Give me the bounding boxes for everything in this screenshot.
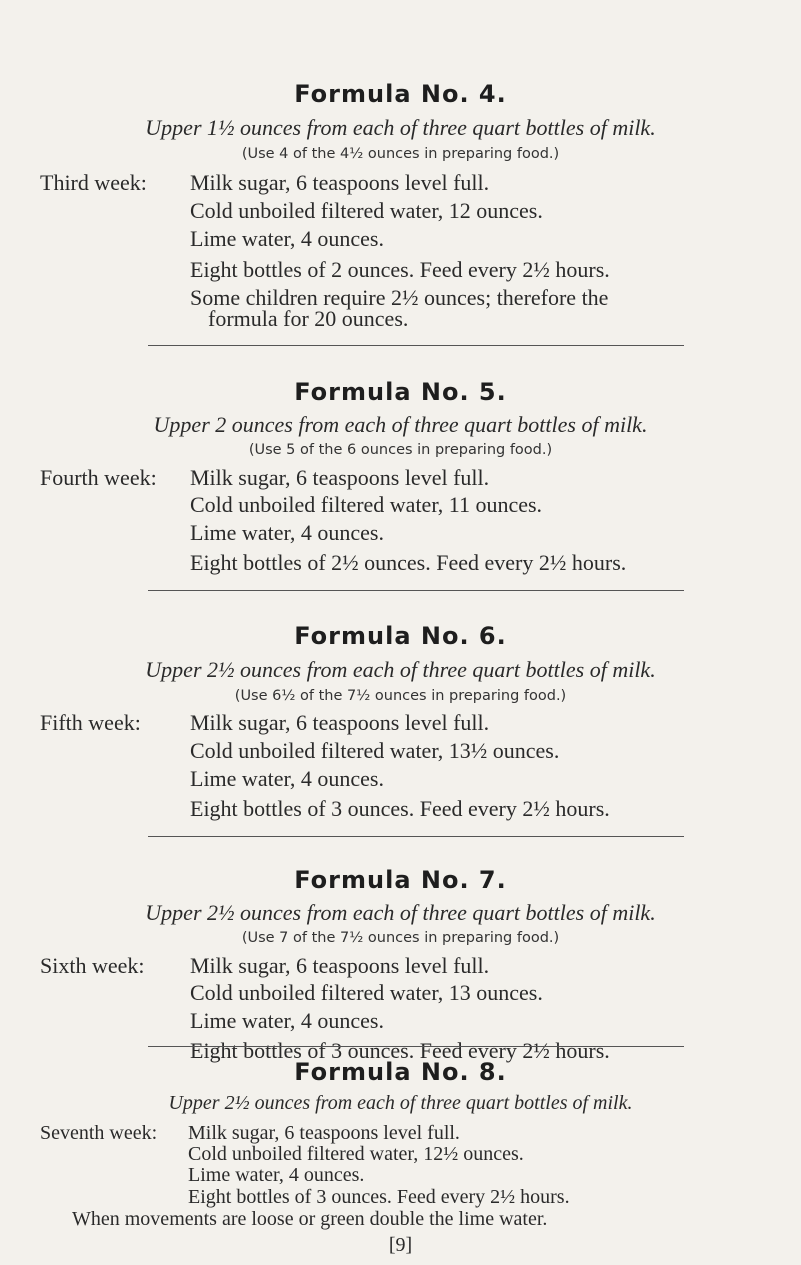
formula-8-title: Formula No. 8. xyxy=(294,1058,507,1086)
formula-8-upper: Upper 2½ ounces from each of three quart bottles of milk. xyxy=(168,1092,633,1114)
divider-rule xyxy=(148,590,684,591)
formula-7-upper: Upper 2½ ounces from each of three quart bottles of milk. xyxy=(145,900,656,925)
formula-7-title: Formula No. 7. xyxy=(294,866,507,894)
formula-4-line-6: formula for 20 ounces. xyxy=(208,306,409,331)
formula-4-line-3: Lime water, 4 ounces. xyxy=(190,226,384,251)
formula-6-week: Fifth week: xyxy=(40,710,141,735)
formula-4-line-2: Cold unboiled filtered water, 12 ounces. xyxy=(190,198,543,223)
formula-5-line-3: Lime water, 4 ounces. xyxy=(190,520,384,545)
page-number: [9] xyxy=(388,1234,413,1256)
formula-5-line-1: Milk sugar, 6 teaspoons level full. xyxy=(190,465,490,490)
divider-rule xyxy=(148,1046,684,1047)
formula-4-use-note: (Use 4 of the 4½ ounces in preparing food.) xyxy=(241,146,560,162)
formula-6-line-2: Cold unboiled filtered water, 13½ ounces. xyxy=(190,738,560,763)
formula-4-upper: Upper 1½ ounces from each of three quart bottles of milk. xyxy=(145,115,656,140)
divider-rule xyxy=(148,345,684,346)
formula-4-line-4: Eight bottles of 2 ounces. Feed every 2½ hours. xyxy=(190,257,610,282)
divider-rule xyxy=(148,836,684,837)
formula-6-title: Formula No. 6. xyxy=(294,622,507,650)
formula-8-week: Seventh week: xyxy=(40,1122,158,1144)
formula-6-line-4: Eight bottles of 3 ounces. Feed every 2½ hours. xyxy=(190,796,610,821)
formula-7-use-note: (Use 7 of the 7½ ounces in preparing food.) xyxy=(241,930,560,946)
formula-7-line-3: Lime water, 4 ounces. xyxy=(190,1008,384,1033)
formula-7-line-1: Milk sugar, 6 teaspoons level full. xyxy=(190,953,490,978)
formula-5-line-4: Eight bottles of 2½ ounces. Feed every 2½ hours. xyxy=(190,550,627,575)
formula-5-upper: Upper 2 ounces from each of three quart bottles of milk. xyxy=(153,412,648,437)
formula-7-week: Sixth week: xyxy=(40,953,145,978)
formula-5-week: Fourth week: xyxy=(40,465,157,490)
formula-4-line-1: Milk sugar, 6 teaspoons level full. xyxy=(190,170,490,195)
formula-5-title: Formula No. 5. xyxy=(294,378,507,406)
formula-4-line-5: Some children require 2½ ounces; therefore the xyxy=(190,285,609,310)
formula-6-line-1: Milk sugar, 6 teaspoons level full. xyxy=(190,710,490,735)
formula-8-line-1: Milk sugar, 6 teaspoons level full. xyxy=(188,1122,460,1144)
formula-6-line-3: Lime water, 4 ounces. xyxy=(190,766,384,791)
formula-8-line-4: Eight bottles of 3 ounces. Feed every 2½ hours. xyxy=(188,1186,570,1208)
formula-5-use-note: (Use 5 of the 6 ounces in preparing food.) xyxy=(248,442,553,458)
formula-7-line-4: Eight bottles of 3 ounces. Feed every 2½ hours. xyxy=(190,1038,610,1063)
formula-8-line-3: Lime water, 4 ounces. xyxy=(188,1164,365,1186)
formula-4-week: Third week: xyxy=(40,170,147,195)
formula-8-line-2: Cold unboiled filtered water, 12½ ounces. xyxy=(188,1143,524,1165)
formula-6-use-note: (Use 6½ of the 7½ ounces in preparing food.) xyxy=(234,688,567,704)
formula-5-line-2: Cold unboiled filtered water, 11 ounces. xyxy=(190,492,543,517)
formula-8-note: When movements are loose or green double the lime water. xyxy=(72,1208,548,1230)
formula-6-upper: Upper 2½ ounces from each of three quart bottles of milk. xyxy=(145,657,656,682)
formula-4-title: Formula No. 4. xyxy=(294,80,507,108)
formula-7-line-2: Cold unboiled filtered water, 13 ounces. xyxy=(190,980,543,1005)
